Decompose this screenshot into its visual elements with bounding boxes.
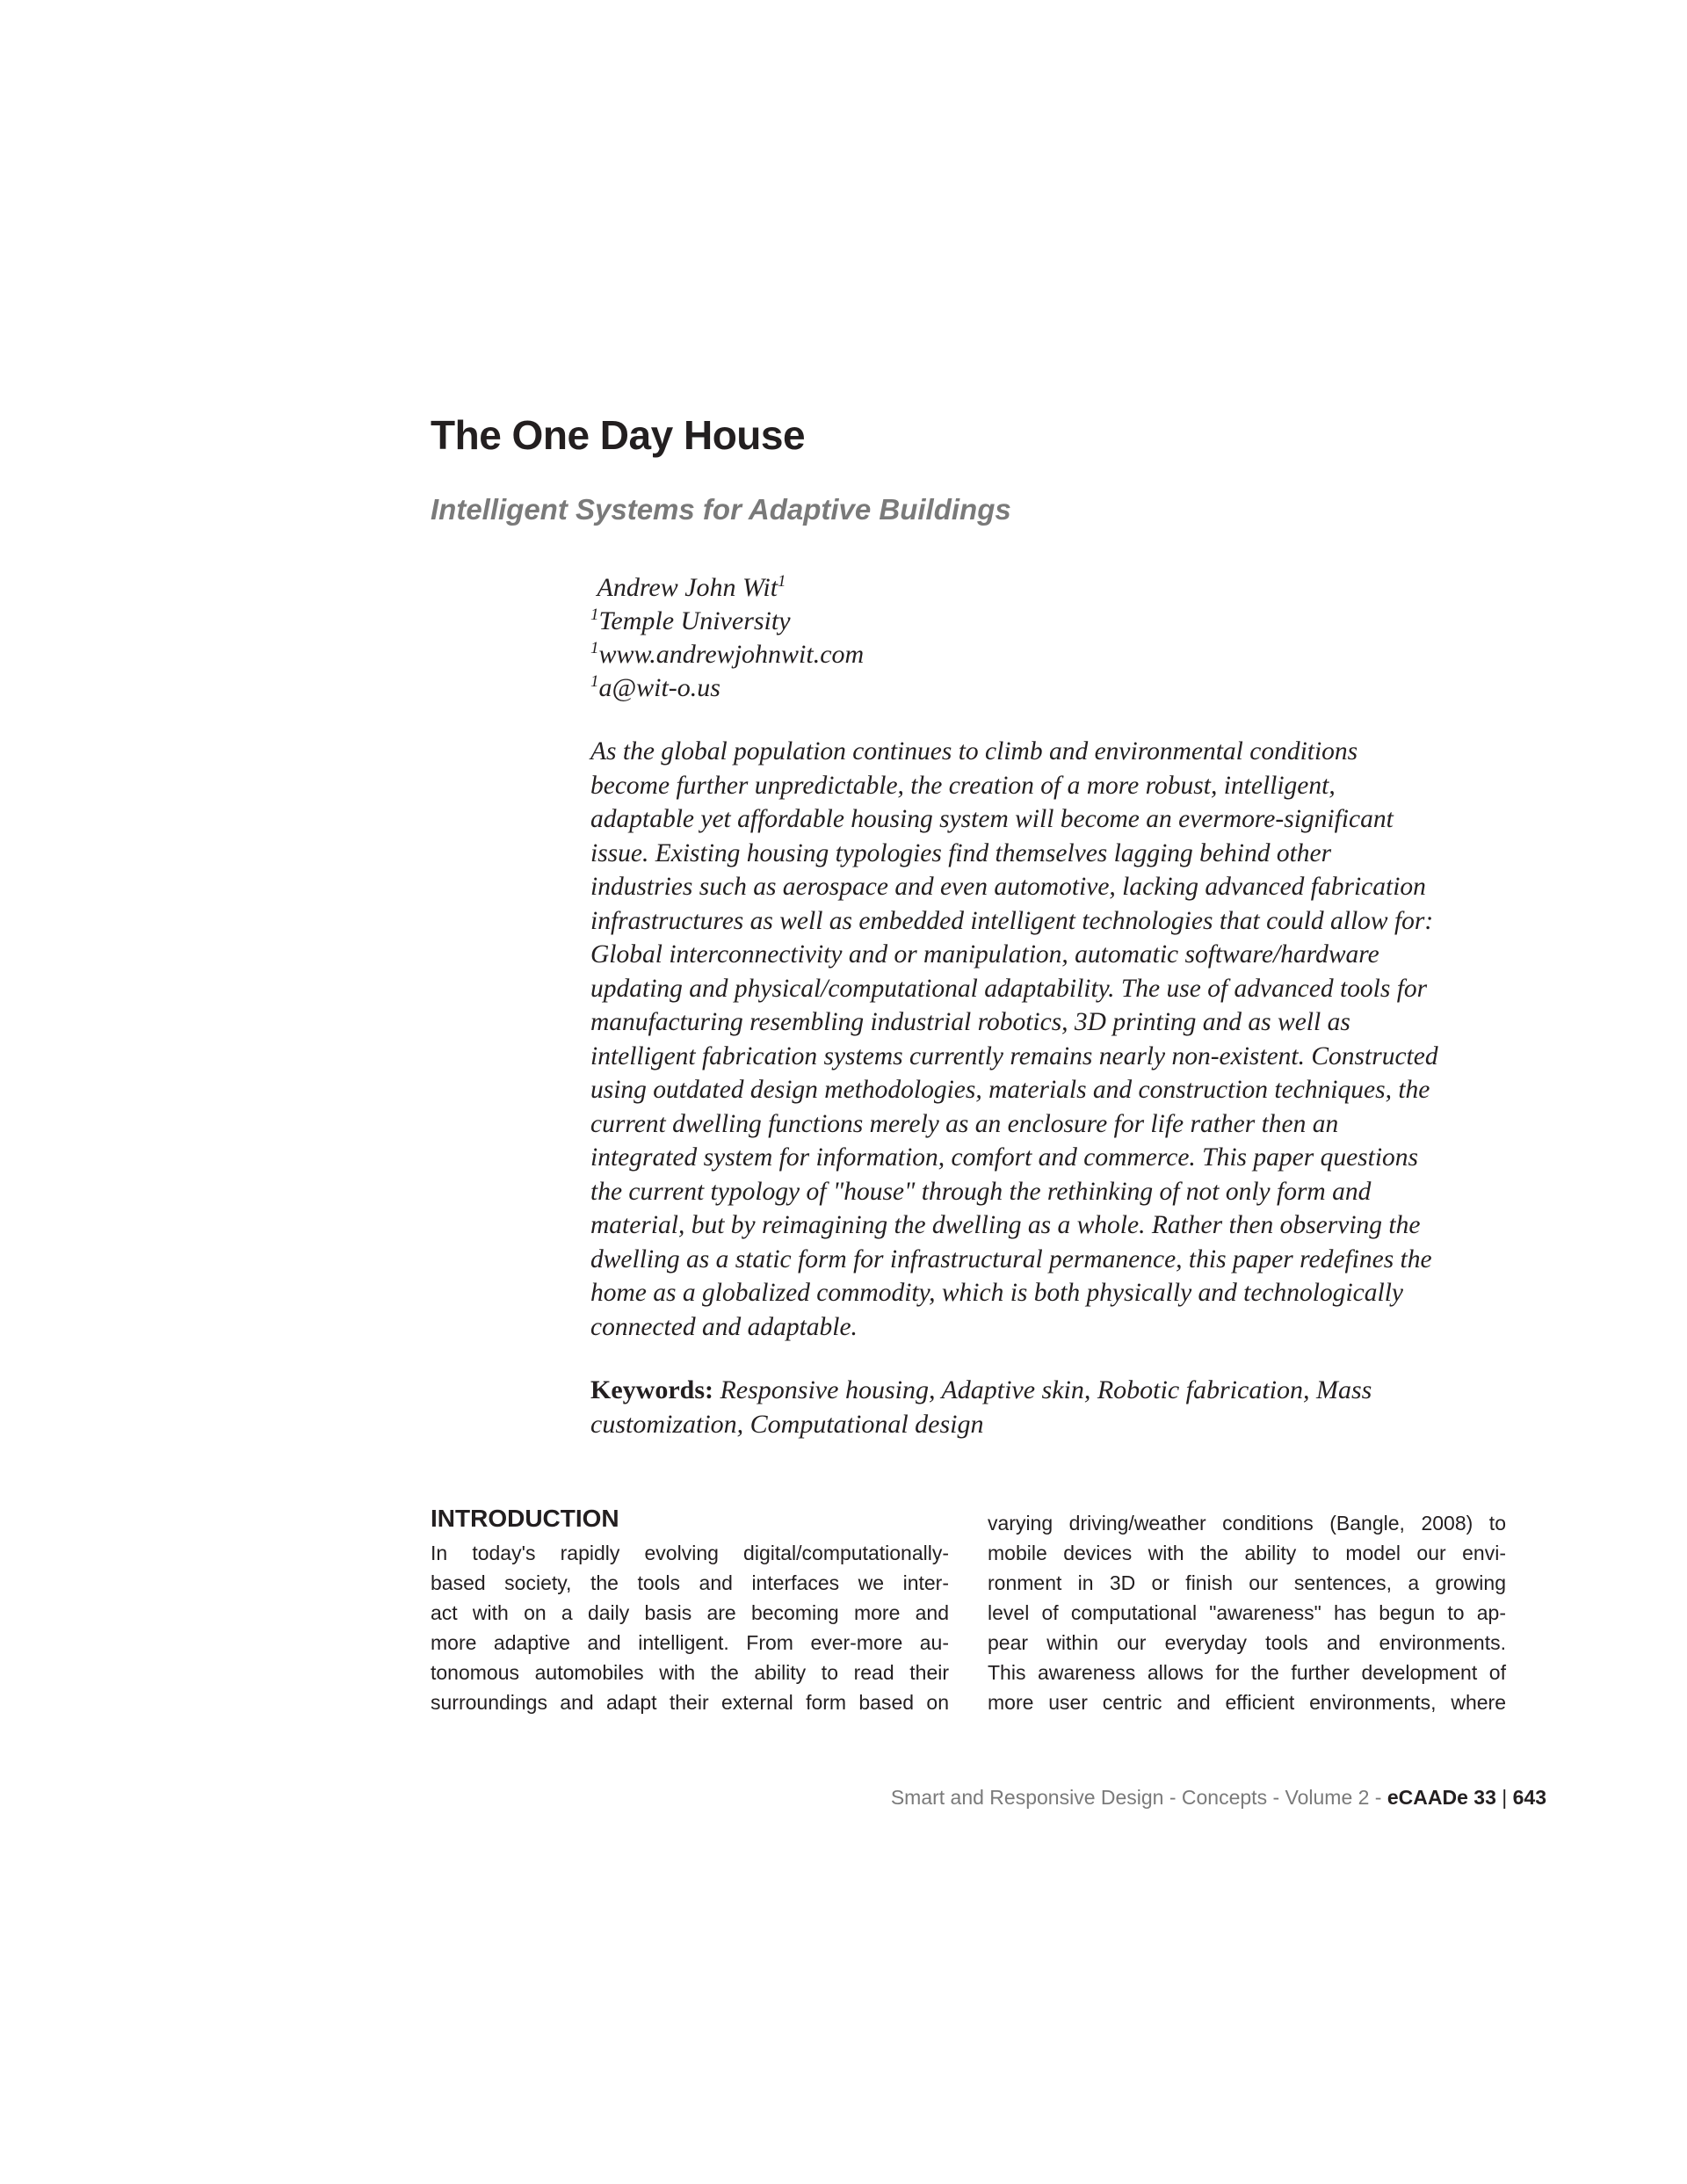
body-line: mobile devices with the ability to model our envi- xyxy=(988,1542,1506,1564)
paper-subtitle: Intelligent Systems for Adaptive Buildings xyxy=(431,493,1011,526)
abstract-line: current dwelling functions merely as an enclosure for life rather then an xyxy=(590,1109,1339,1138)
abstract-line: home as a globalized commodity, which is both physically and technologically xyxy=(590,1279,1404,1307)
abstract-line: industries such as aerospace and even automotive, lacking advanced fabrication xyxy=(590,873,1426,901)
abstract-line: become further unpredictable, the creation of a more robust, intelligent, xyxy=(590,771,1336,800)
body-line: more user centric and efficient environments, where xyxy=(988,1691,1506,1714)
body-line: This awareness allows for the further development of xyxy=(988,1661,1506,1684)
email-superscript: 1 xyxy=(590,672,599,691)
website-superscript: 1 xyxy=(590,639,599,657)
author-affiliation: $^1$Temple University xyxy=(590,606,791,635)
body-column-right xyxy=(988,1508,1506,1717)
abstract-line: infrastructures as well as embedded intelligent technologies that could allow for: xyxy=(590,906,1434,935)
paper-title: The One Day House xyxy=(431,412,806,458)
section-heading-introduction: INTRODUCTION xyxy=(431,1505,619,1532)
abstract-line: manufacturing resembling industrial robotics, 3D printing and as well as xyxy=(590,1008,1350,1036)
abstract-line: Global interconnectivity and or manipulation, automatic software/hardware xyxy=(590,940,1379,969)
abstract xyxy=(590,735,1513,1344)
keywords-block xyxy=(590,1374,1372,1441)
body-line: based society, the tools and interfaces we inter- xyxy=(431,1571,949,1594)
footer-text: Smart and Responsive Design - Concepts - Volume 2 - xyxy=(890,1786,1387,1809)
body-line: ronment in 3D or finish our sentences, a growing xyxy=(988,1571,1506,1594)
body-column-left xyxy=(431,1538,949,1717)
page-footer xyxy=(891,1786,1546,1810)
abstract-line: adaptable yet affordable housing system will become an evermore-significant xyxy=(590,805,1394,833)
author-block xyxy=(590,571,864,705)
footer-separator: | xyxy=(1502,1786,1508,1809)
affiliation-superscript: 1 xyxy=(590,606,599,624)
body-line: varying driving/weather conditions (Bangle, 2008) to xyxy=(988,1512,1506,1535)
body-line: pear within our everyday tools and environments. xyxy=(988,1631,1506,1654)
abstract-line: issue. Existing housing typologies find themselves lagging behind other xyxy=(590,838,1332,867)
abstract-line: As the global population continues to climb and environmental conditions xyxy=(590,737,1358,765)
body-line: tonomous automobiles with the ability to read their xyxy=(431,1661,949,1684)
author-website: $^1$www.andrewjohnwit.com xyxy=(590,639,865,669)
keywords-line xyxy=(590,1374,1372,1408)
abstract-line: dwelling as a static form for infrastructural permanence, this paper redefines the xyxy=(590,1244,1432,1273)
abstract-line: material, but by reimagining the dwelling as a whole. Rather then observing the xyxy=(590,1211,1421,1239)
body-line: In today's rapidly evolving digital/computationally- xyxy=(431,1542,949,1564)
abstract-line: updating and physical/computational adaptability. The use of advanced tools for xyxy=(590,974,1428,1003)
abstract-line: using outdated design methodologies, materials and construction techniques, the xyxy=(590,1076,1430,1104)
abstract-line: integrated system for information, comfort and commerce. This paper questions xyxy=(590,1143,1419,1172)
body-line: act with on a daily basis are becoming more and xyxy=(431,1601,949,1624)
footer-journal: eCAADe 33 xyxy=(1387,1786,1496,1809)
keywords-label: Keywords: xyxy=(590,1375,713,1404)
keywords-text: Responsive housing, Adaptive skin, Robotic fabrication, Mass xyxy=(720,1375,1372,1404)
body-line: level of computational "awareness" has begun to ap- xyxy=(988,1601,1506,1624)
abstract-line: the current typology of "house" through the rethinking of not only form and xyxy=(590,1177,1372,1206)
author-name: Andrew John Wit$^1$ xyxy=(597,572,786,602)
abstract-line: connected and adaptable. xyxy=(590,1312,858,1341)
keywords-line: customization, Computational design xyxy=(590,1409,984,1439)
page-number: 643 xyxy=(1512,1786,1546,1809)
body-line: surroundings and adapt their external form based on xyxy=(431,1691,949,1714)
author-superscript: 1 xyxy=(778,572,786,591)
author-email: $^1$a@wit-o.us xyxy=(590,672,720,702)
abstract-line: intelligent fabrication systems currently remains nearly non-existent. Constructed xyxy=(590,1041,1438,1070)
body-line: more adaptive and intelligent. From ever-more au- xyxy=(431,1631,949,1654)
